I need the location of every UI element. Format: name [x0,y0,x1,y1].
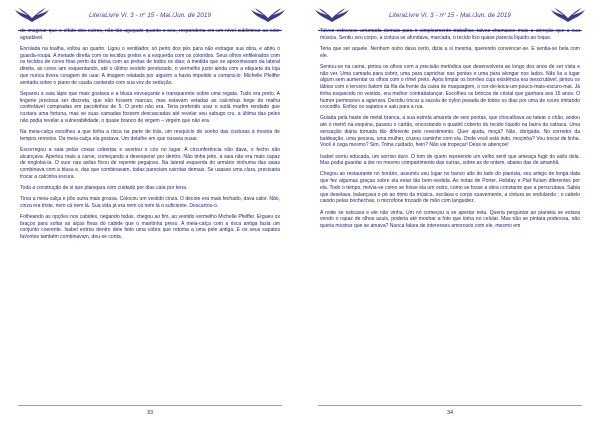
paragraph: Tirou a meia-calça e pôs outra mais grossa. Colocou um vestido cinza. O decote era mais fechado, dava calor. Não, cinza era triste, nem cá nem lá. Sua vida já era nem cá nem lá o suficiente. Descartou-o. [20,196,280,209]
paragraph: Enrolada na toalha, voltou ao quarto. Ligou o ventilador, só perto dos pés para não estragar sua obra, e abriu o guarda-roupa. A metade direita com os tecidos pretos e a esquerda com os coloridos. Seus olhos enfileirados com os tecidos de cores frias perto da divisa com as pretas de todos os dias; à medida que se aproximavam da lateral direita, as cores iam esquentando, até o último vestido pendurado, o vermelho justo ainda com a etiqueta da loja que nunca tivera coragem de usar. A imagem relatada por alguém a havia impelido a comprá-lo: Michelle Pfeiffer sentada sobre o piano de cauda cantando com sua voz de sedução. [20,45,280,86]
page-footer [0,410,300,416]
page-footer [300,410,600,416]
page-body [20,28,280,406]
page-number: 33 [146,410,154,416]
bird-logo-icon [550,8,586,24]
paragraph: Separou a saia lápis que mais gostava e a blusa esvoaçante e transparente sobre uma regata. Tudo era preto. A lingerie preciosa ser discreta, que não fossem marcas, mas estavam vetadas as calcinhas bege de malha confortável compradas em pacotinhos de 5. O preto não era. Teria preferido usar o sutiã marfim rendado que custara uma fortuna, mas se suas camadas fossem descascadas até revelar seu sabugo cru, a última das peles não podia revelar a vulnerabilidade, o quase branco de virgem – virgem que não era. [20,90,280,124]
paragraph: Na meia-calça escolheu a que tinha a risca na parte de trás, um resquício do sonho das costuras à mostra de tempos remotos. Da meia-calça ela gostava. Um detalhe em que ousava ousar. [20,128,280,142]
paragraph: A noite se esticava e ele não vinha. Um nó começou a se apertar nela. Queria perguntar ao pianista se estava vendo o rapaz de olhos azuis, poderia até mostrar a foto que tinha no celular. Mas não se pintara poderosa, não queria mostrar que se amava? Nunca falara de interesses amorosos com ele, mesmo em [320,209,580,230]
footer-rule [18,405,282,406]
page-body [320,28,580,406]
paragraph: Escorregou a saia pelas coxas cobertas e acertou o cós no lugar. A circunferência não dava, o fecho não alcançava. Apertou mais a carne, começando a desesperar por dentro. Não tinha jeito, a saia não era mais capaz de englobá-la. O suor nas axilas ficou de repente pegajoso. Na lateral esquerda do armário ninhuma das saias combinava com a blusa e, das que combinavam, todas pareciam cairotas demais. Se usasse uma clara, precisaria trocar a calcinha escura. [20,146,280,180]
bird-logo-icon [250,8,286,24]
paragraph: Isabel sorriu educada, um sorriso duro. O tom de quem repreende um velho senil que ameaça fugir do asilo dela. Mas podia guardar a dor no mesmo compartimento das outras, sobre as de ontem, abaixo das de amanhã. [320,153,580,167]
paragraph: Chegou ao restaurante no horário, assumiu seu lugar no banco alto do lado do pianista, seu amigo de longa data que fez algumas graças sobre ela estar tão bem-vestida. As notas de Porter, Holiday e Piaf fluíam diferentes por ela. Todo o tempo, movia-se como se fosse ela um outro, como se fosse a obra constante que a perscrutava. Sabia que deselava, balançava o pé ao ritmo da música, oscilava o corpo suavemente, a cintura se ondulando ; o cabelo caindo pelas bochechas, o microfone trocado de mão com languidez. [320,171,580,205]
footer-rule [318,405,582,406]
paragraph: Folheando as opções nos cabides, negando todas, chegou ao fim, ao vestido vermelho Michelle Pfeiffer. Ergueu os braços para soltar as alças finas do cabide que o mantinha preso. A meia-calça com a risca antiga fazia um conjunto coerente. Isabel entrou dentro dele feito uma cobra que retoma a uma pele antiga. E os seus sapatos favoritos também combinavam, deu-se conta. [20,213,280,241]
paragraph: de imaginar que o olfato dos outros, não tão aguçado quanto o seu, responderia em um nível subliminar ao odor agradável. [20,28,280,41]
header-title: LiteraLivre Vl. 3 - nº 15 - Mai./Jun. de 2019 [389,12,511,19]
paragraph: Sentou-se na cama, pintou os olhos com a precisão metódica que desenvolvera ao longo dos anos de ser vista e não ver. Uma camada para cobrir, uma para caprichar nas pontas e uma para alongar nos lados. Não lia a lugar algum sem aumentar os olhos com o rímel preto. Após limpar os borrões cuja existência era inescrutável, pintou os lábios com o terceiro batom da fila da frente da caixa de maquiagem, o cor-de-boca-um-pouco-mais-escuro-mat. Já tinha esquecido no vestido, era melhor contrabalançar. Escolheu os brincos de cristal que ganhara aos 15 anos. O humor permissivo a agarrara. Decidiu trocar a sacola de nylon pesada de todos os dias por uma de couro imitando crocodilo. Enfiou os sapatos e saiu para a rua. [320,63,580,111]
paragraph: Toda a construção de si que planejara com cuidado por dias caía por terra. [20,184,188,191]
paragraph: Teria que ser aquele. Nenhum outro dava certo, dizia a si mesma, querendo convencer-se. E sentia-se bela com ele. [320,45,580,59]
header-title: LiteraLivre Vl. 3 - nº 15 - Mai./Jun. de 2019 [89,12,211,19]
page-header [300,6,600,26]
page-number: 34 [446,410,454,416]
paragraph: Talvez estivesse arrumada demais para ir simplesmente trabalhar, talvez chamasse mais a atenção que a sua música. Sentiu seu corpo, a cintura se afundava, marcada, o tecido liso quase parecia líquido ao toque. [320,28,580,41]
page-header [0,6,300,26]
right-page [300,0,600,424]
paragraph: Guiada pela haste de metal branca, a sua estrela amarela de seis pontas, que chocalhava ao tatear o chão, andou até o metrô na esquina, passou o cartão, encostando o quadril coberto do tecido líquido na barra da catraca. Uma sensação diária tornada tão diferente pelo revestimento. Quer ajuda, moça? Não, obrigada. No corredor da baldeação, uma pessoa, uma mulher, cruzou caminho com ela. Onde você está indo, moçinha? Vou trocar de linha. Você é cega mesmo? Sim. Toma cuidado, hein? Não vai tropeçar! Deus te abençoe! [320,115,580,149]
